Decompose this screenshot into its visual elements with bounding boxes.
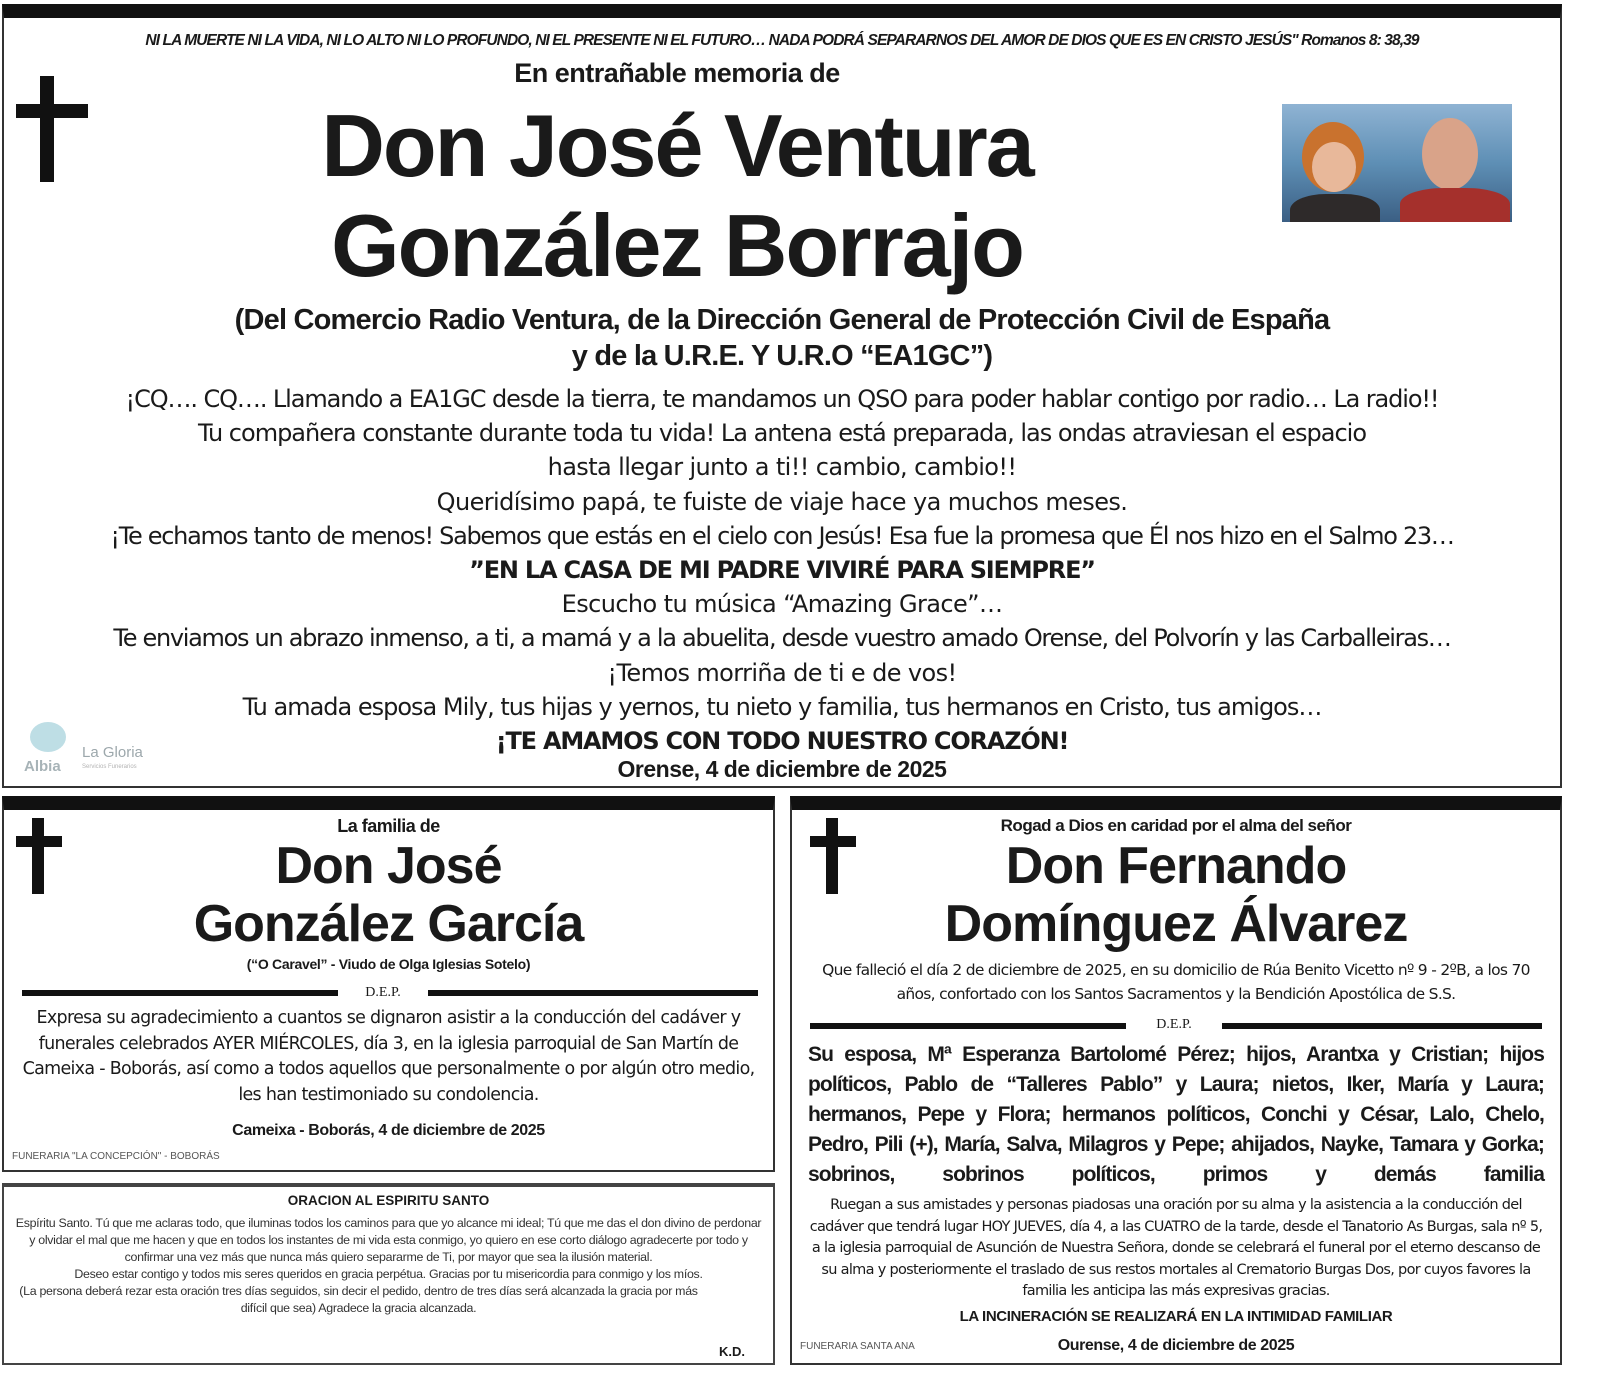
- message-line: ¡TE AMAMOS CON TODO NUESTRO CORAZÓN!: [495, 727, 1069, 756]
- place-date: Cameixa - Boborás, 4 de diciembre de 2025: [232, 1122, 545, 1139]
- funeral-details: Ruegan a sus amistades y personas piadosas una oración por su alma y la asistencia a la conducción del cadáver que tendrá lugar HOY JUEVES, día 4, a las CUATRO de la tarde, desde el Tanatorio As Burgas, sala nº 5, a la iglesia parroquial de Asunción de Nuestra Señora, donde se celebrará el funeral por el eterno descanso de su alma y posteriormente el traslado de sus restos mortales al Crematorio Burgas Dos, por cuyos favores la familia les anticipa las más expresivas gracias.: [809, 1197, 1543, 1299]
- death-details: Que falleció el día 2 de diciembre de 2025, en su domicilio de Rúa Benito Vicetto nº 9 - 2ºB, a los 70 años, confortado con los Santos Sacramentos y la Bendición Apostólica de S.S.: [822, 961, 1530, 1003]
- right-obituary: [790, 796, 1562, 1365]
- funeral-home: FUNERARIA SANTA ANA: [800, 1341, 915, 1352]
- divider: [22, 990, 338, 996]
- message-line: hasta llegar junto a ti!! cambio, cambio!!: [547, 453, 1017, 482]
- message-line: ¡Temos morriña de ti e de vos!: [607, 658, 957, 687]
- intro: Rogad a Dios en caridad por el alma del señor: [1000, 816, 1352, 835]
- logo-brand: Albia: [24, 758, 61, 775]
- prayer-paragraph: Deseo estar contigo y todos mis seres queridos en gracia perpétua. Gracias por tu misericordia para conmigo y los míos.: [74, 1267, 703, 1281]
- message-line: Tu compañera constante durante toda tu vida! La antena está preparada, las ondas atraviesan el espacio: [197, 419, 1367, 448]
- message-line: Escucho tu música “Amazing Grace”…: [561, 590, 1003, 619]
- dep-label: D.E.P.: [365, 985, 401, 1000]
- message-line: ¡CQ…. CQ…. Llamando a EA1GC desde la tierra, te mandamos un QSO para poder hablar contigo por radio… La radio!!: [125, 385, 1439, 413]
- prayer-title: ORACION AL ESPIRITU SANTO: [287, 1193, 490, 1208]
- logo-tag: Servicios Funerarios: [82, 764, 137, 770]
- subtitle-line1: (Del Comercio Radio Ventura, de la Dirección General de Protección Civil de España: [234, 304, 1330, 336]
- message-line: ¡Te echamos tanto de menos! Sabemos que estás en el cielo con Jesús! Esa fue la promesa que Él nos hizo en el Salmo 23…: [110, 521, 1454, 550]
- prayer-text: [14, 1215, 763, 1317]
- cremation-notice: LA INCINERACIÓN SE REALIZARÁ EN LA INTIMIDAD FAMILIAR: [959, 1308, 1393, 1325]
- deceased-name-line1: Don José Ventura: [321, 96, 1033, 195]
- message-line: Tu amada esposa Mily, tus hijas y yernos, tu nieto y familia, tus hermanos en Cristo, tus amigos…: [242, 692, 1322, 721]
- divider: [1222, 1023, 1542, 1029]
- subtitle-line2: y de la U.R.E. Y U.R.O “EA1GC”): [571, 340, 993, 372]
- intro: La familia de: [337, 816, 440, 836]
- verse: NI LA MUERTE NI LA VIDA, NI LO ALTO NI LO PROFUNDO, NI EL PRESENTE NI EL FUTURO… NADA PODRÁ SEPARARNOS DEL AMOR DE DIOS QUE ES EN CRISTO JESÚS" Romanos 8: 38,39: [145, 32, 1419, 49]
- funeral-home: FUNERARIA "LA CONCEPCIÓN" - BOBORÁS: [12, 1151, 220, 1162]
- prayer-box: [2, 1183, 775, 1365]
- deceased-name-line1: Don Fernando: [1005, 837, 1347, 895]
- message-line: Queridísimo papá, te fuiste de viaje hace ya muchos meses.: [436, 487, 1128, 516]
- prayer-paragraph: (La persona deberá rezar esta oración tres días seguidos, sin decir el pedido, dentro de tres días será alcanzada la gracia por más difícil que sea) Agradece la gracia alcanzada.: [19, 1284, 698, 1315]
- logo-name: La Gloria: [82, 744, 143, 761]
- deceased-name-line1: Don José: [275, 837, 502, 895]
- subtitle: (“O Caravel” - Viudo de Olga Iglesias Sotelo): [246, 956, 531, 972]
- divider: [810, 1023, 1126, 1029]
- deceased-name-line2: González García: [193, 895, 584, 953]
- intro: En entrañable memoria de: [514, 58, 840, 88]
- prayer-paragraph: Espíritu Santo. Tú que me aclaras todo, que iluminas todos los caminos para que yo alcance mi ideal; Tú que me das el don divino de perdonar y olvidar el mal que me hacen y que en todos los instantes de mi vida esta conmigo, yo quiero en ese corto diálogo agradecerte por todo y confirmar una vez más que nunca más quiero separarme de Ti, por mayor que sea la ilusión material.: [15, 1216, 762, 1264]
- deceased-name-line2: Domínguez Álvarez: [944, 895, 1408, 953]
- main-obituary: [2, 4, 1562, 788]
- photo: [1282, 104, 1512, 222]
- place-date: Ourense, 4 de diciembre de 2025: [1057, 1337, 1295, 1354]
- message-line: Te enviamos un abrazo inmenso, a ti, a mamá y a la abuelita, desde vuestro amado Orense, del Polvorín y las Carballeiras…: [113, 624, 1451, 653]
- prayer-signature: K.D.: [719, 1344, 745, 1359]
- deceased-name-line2: González Borrajo: [331, 196, 1023, 295]
- dep-label: D.E.P.: [1156, 1017, 1192, 1032]
- message-line: ”EN LA CASA DE MI PADRE VIVIRÉ PARA SIEMPRE”: [469, 556, 1095, 585]
- message: [4, 382, 1560, 758]
- logo-icon: [30, 722, 66, 752]
- funeral-logo: [22, 722, 162, 782]
- divider: [428, 990, 758, 996]
- place-date: Orense, 4 de diciembre de 2025: [617, 756, 947, 782]
- family-list: Su esposa, Mª Esperanza Bartolomé Pérez; hijos, Arantxa y Cristian; hijos políticos, Pablo de “Talleres Pablo” y Laura; nietos, Iker, María y Laura; hermanos, Pepe y Flora; hermanos políticos, Conchi y César, Lalo, Chelo, Pedro, Pili (+), María, Salva, Milagros y Pepe; ahijados, Nayke, Tamara y Gorka; sobrinos, sobrinos políticos, primos y demás familia: [808, 1043, 1544, 1186]
- acknowledgement-text: Expresa su agradecimiento a cuantos se dignaron asistir a la conducción del cadáver y funerales celebrados AYER MIÉRCOLES, día 3, en la iglesia parroquial de San Martín de Cameixa - Boborás, así como a todos aquellos que personalmente o por algún otro medio, les han testimoniado su condolencia.: [22, 1008, 755, 1105]
- left-obituary: [2, 796, 775, 1172]
